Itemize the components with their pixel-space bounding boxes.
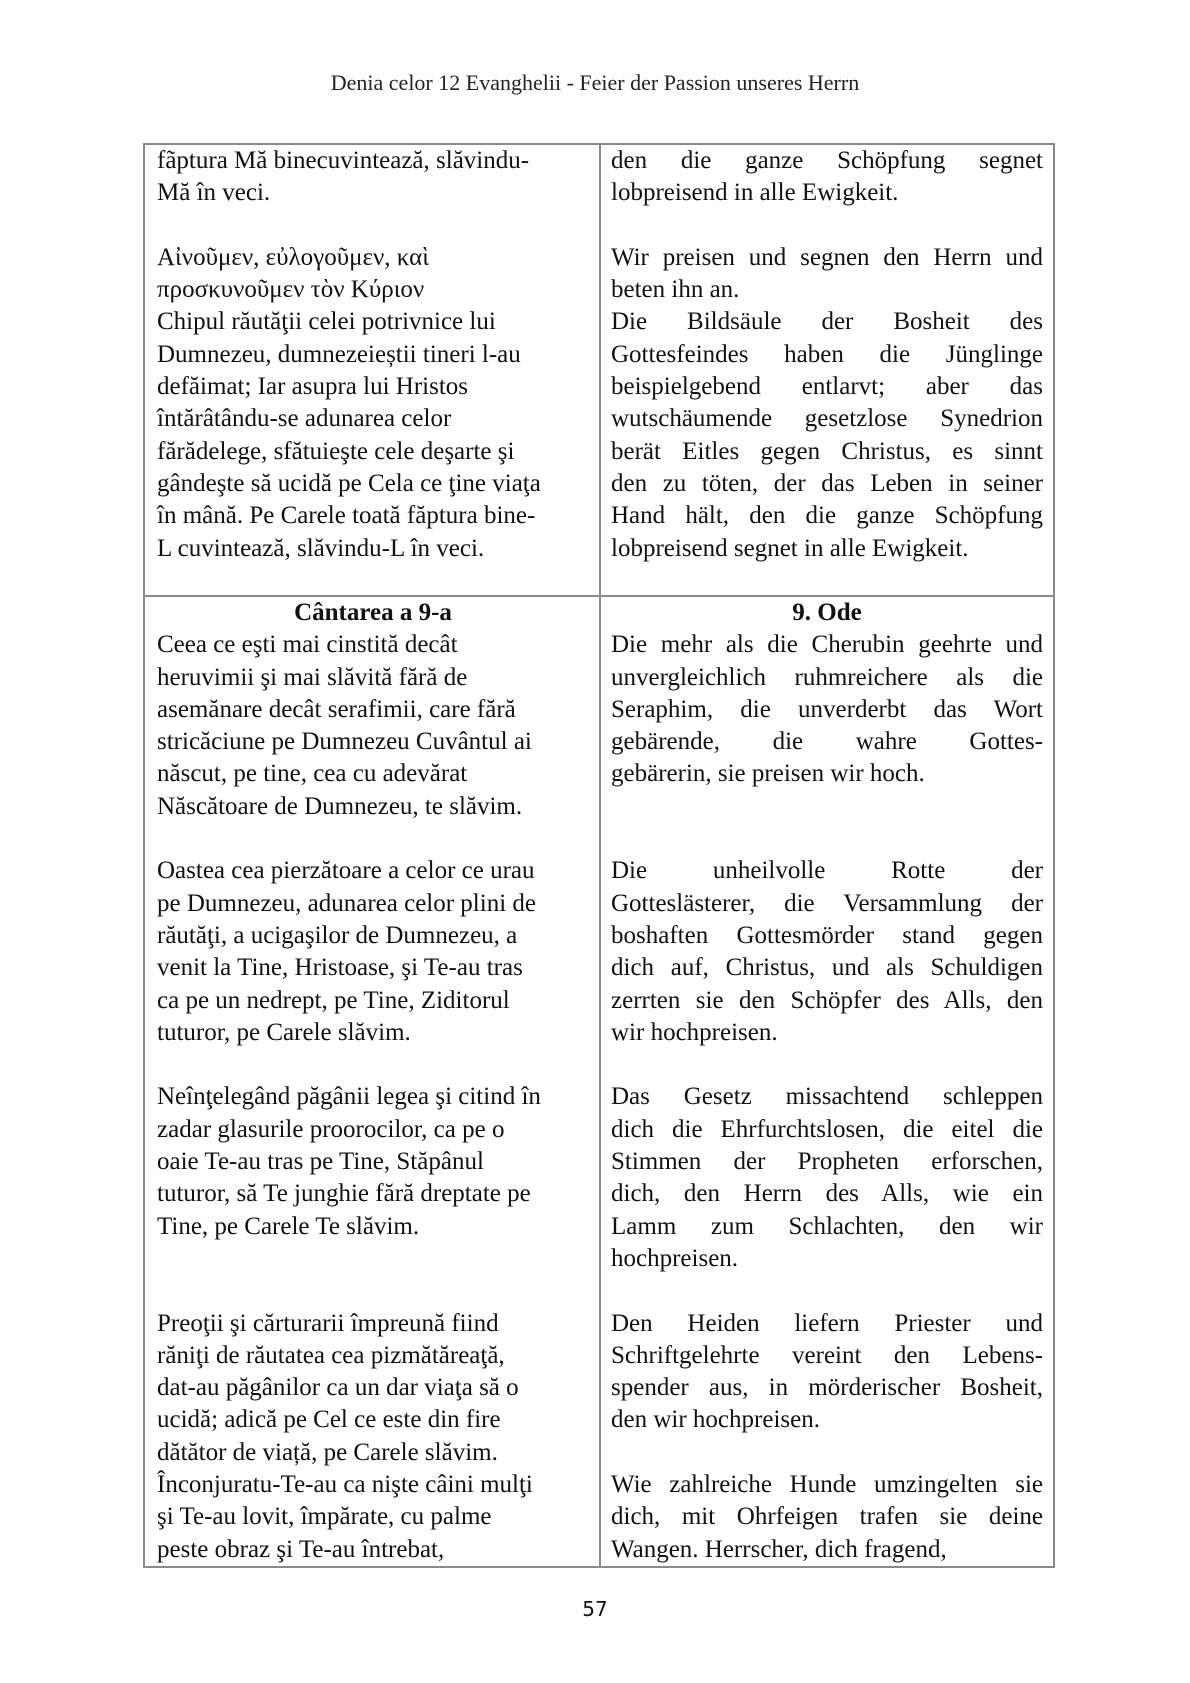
paragraph (157, 1081, 589, 1242)
text-line: şi Te-au lovit, împărate, cu palme (157, 1503, 492, 1531)
text-line: ucidă; adică pe Cel ce este din fire (157, 1406, 501, 1434)
text-line: Oastea cea pierzătoare a celor ce urau (157, 857, 535, 885)
text-line: Die mehr als die Cherubin geehrte und (611, 631, 1043, 659)
paragraph (611, 1308, 1043, 1437)
paragraph-spacer (157, 823, 589, 855)
text-line: lobpreisend segnet in alle Ewigkeit. (611, 534, 969, 562)
text-line: beispielgebend entlarvt; aber das (611, 373, 1043, 401)
text-line: berät Eitles gegen Christus, es sinnt (611, 437, 1043, 465)
text-line: asemănare decât serafimii, care fără (157, 695, 516, 723)
text-line: hochpreisen. (611, 1244, 739, 1272)
text-line: Schriftgelehrte vereint den Lebens- (611, 1341, 1043, 1369)
text-line: născut, pe tine, cea cu adevărat (157, 760, 468, 788)
text-line: Preoţii şi cărturarii împreună fiind (157, 1309, 499, 1337)
text-line: în mână. Pe Carele toată făptura bine- (157, 502, 536, 530)
text-line: gebärende, die wahre Gottes- (611, 728, 1043, 756)
text-line: Lamm zum Schlachten, den wir (611, 1212, 1043, 1240)
romanian-cell (144, 144, 600, 596)
text-line: beten ihn an. (611, 276, 740, 304)
text-line: Gottesfeindes haben die Jünglinge (611, 340, 1043, 368)
paragraph (157, 242, 589, 565)
paragraph-spacer (611, 1437, 1043, 1469)
text-line: dich die Ehrfurchtslosen, die eitel die (611, 1115, 1043, 1143)
paragraph (157, 629, 589, 823)
paragraph-spacer (611, 210, 1043, 242)
text-line: Mă în veci. (157, 179, 271, 207)
text-line: wir hochpreisen. (611, 1018, 778, 1046)
text-line: Seraphim, die unverderbt das Wort (611, 695, 1043, 723)
text-line: răutăţi, a ucigaşilor de Dumnezeu, a (157, 921, 518, 949)
text-line: zadar glasurile proorocilor, ca pe o (157, 1115, 505, 1143)
text-line: ca pe un nedrept, pe Tine, Ziditorul (157, 986, 510, 1014)
text-line: Hand hält, den die ganze Schöpfung (611, 502, 1043, 530)
paragraph (611, 242, 1043, 565)
text-line: Den Heiden liefern Priester und (611, 1309, 1043, 1337)
text-line: Stimmen der Propheten erforschen, (611, 1148, 1043, 1176)
parallel-text-table (143, 143, 1055, 1568)
text-line: L cuvintează, slăvindu-L în veci. (157, 534, 485, 562)
text-line: Înconjuratu-Te-au ca nişte câini mulţi (157, 1471, 533, 1499)
text-line: lobpreisend in alle Ewigkeit. (611, 179, 899, 207)
text-line: dătător de viață, pe Carele slăvim. (157, 1438, 498, 1466)
text-line: dat-au păgânilor ca un dar viaţa să o (157, 1374, 519, 1402)
paragraph-spacer (157, 210, 589, 242)
text-line: fărădelege, sfătuieşte cele deşarte şi (157, 437, 515, 465)
text-line: Wie zahlreiche Hunde umzingelten sie (611, 1471, 1043, 1499)
text-line: spender aus, in mörderischer Bosheit, (611, 1374, 1043, 1402)
paragraph (611, 1081, 1043, 1275)
text-line: den zu töten, der das Leben in seiner (611, 469, 1043, 497)
text-line: Tine, pe Carele Te slăvim. (157, 1212, 420, 1240)
text-line: Wangen. Herrscher, dich fragend, (611, 1535, 947, 1563)
text-line: προσκυνοῦμεν τὸν Κύριον (157, 276, 425, 304)
text-line: boshaften Gottesmörder stand gegen (611, 921, 1043, 949)
text-line: Ceea ce eşti mai cinstită decât (157, 631, 458, 659)
text-line: wutschäumende gesetzlose Synedrion (611, 405, 1043, 433)
text-line: dich, den Herrn des Alls, wie ein (611, 1180, 1043, 1208)
paragraph-spacer (611, 1275, 1043, 1307)
text-line: Neînţelegând păgânii legea şi citind în (157, 1083, 541, 1111)
text-line: oaie Te-au tras pe Tine, Stăpânul (157, 1148, 484, 1176)
section-heading: 9. Ode (792, 599, 862, 626)
german-cell (600, 596, 1054, 1567)
paragraph-spacer (611, 791, 1043, 856)
paragraph (611, 145, 1043, 210)
german-cell (600, 144, 1054, 596)
section-heading: Cântarea a 9-a (294, 599, 452, 626)
text-line: fãptura Mă binecuvintează, slăvindu- (157, 147, 530, 174)
paragraph (157, 1308, 589, 1566)
paragraph (157, 855, 589, 1049)
text-line: zerrten sie den Schöpfer des Alls, den (611, 986, 1043, 1014)
text-line: Das Gesetz missachtend schleppen (611, 1083, 1043, 1111)
paragraph-spacer (611, 1049, 1043, 1081)
text-line: pe Dumnezeu, adunarea celor plini de (157, 889, 536, 917)
text-line: defăimat; Iar asupra lui Hristos (157, 373, 469, 401)
text-line: den die ganze Schöpfung segnet (611, 147, 1043, 174)
text-line: unvergleichlich ruhmreichere als die (611, 663, 1043, 691)
romanian-cell (144, 596, 600, 1567)
text-line: Αἰνοῦμεν, εὐλογοῦμεν, καὶ (157, 243, 429, 271)
page-number: 57 (582, 1597, 608, 1621)
text-line: Wir preisen und segnen den Herrn und (611, 243, 1043, 271)
paragraph-spacer (157, 1049, 589, 1081)
paragraph (157, 145, 589, 210)
table-row (144, 596, 1054, 1567)
text-line: heruvimii şi mai slăvită fără de (157, 663, 468, 691)
text-line: Die Bildsäule der Bosheit des (611, 308, 1043, 336)
text-line: stricăciune pe Dumnezeu Cuvântul ai (157, 728, 532, 756)
text-line: Născătoare de Dumnezeu, te slăvim. (157, 792, 523, 820)
text-line: peste obraz şi Te-au întrebat, (157, 1535, 445, 1563)
text-line: Chipul răutăţii celei potrivnice lui (157, 308, 496, 336)
paragraph-spacer (157, 1243, 589, 1308)
text-line: dich, mit Ohrfeigen trafen sie deine (611, 1503, 1043, 1531)
paragraph (611, 629, 1043, 790)
text-line: den wir hochpreisen. (611, 1406, 820, 1434)
text-line: Die unheilvolle Rotte der (611, 857, 1043, 885)
text-line: răniţi de răutatea cea pizmătăreaţă, (157, 1341, 505, 1369)
table-row (144, 144, 1054, 596)
paragraph (611, 1469, 1043, 1566)
text-line: dich auf, Christus, und als Schuldigen (611, 954, 1043, 982)
text-line: Dumnezeu, dumnezeieștii tineri l-au (157, 340, 521, 368)
text-line: Gotteslästerer, die Versammlung der (611, 889, 1043, 917)
text-line: tuturor, pe Carele slăvim. (157, 1018, 411, 1046)
running-header: Denia celor 12 Evanghelii - Feier der Passion unseres Herrn (330, 70, 860, 95)
text-line: tuturor, să Te junghie fără dreptate pe (157, 1180, 531, 1208)
text-line: venit la Tine, Hristoase, şi Te-au tras (157, 954, 523, 982)
text-line: gebärerin, sie preisen wir hoch. (611, 760, 925, 788)
text-line: gândeşte să ucidă pe Cela ce ţine viaţa (157, 469, 541, 497)
text-line: întărâtându-se adunarea celor (157, 405, 452, 433)
paragraph (611, 855, 1043, 1049)
